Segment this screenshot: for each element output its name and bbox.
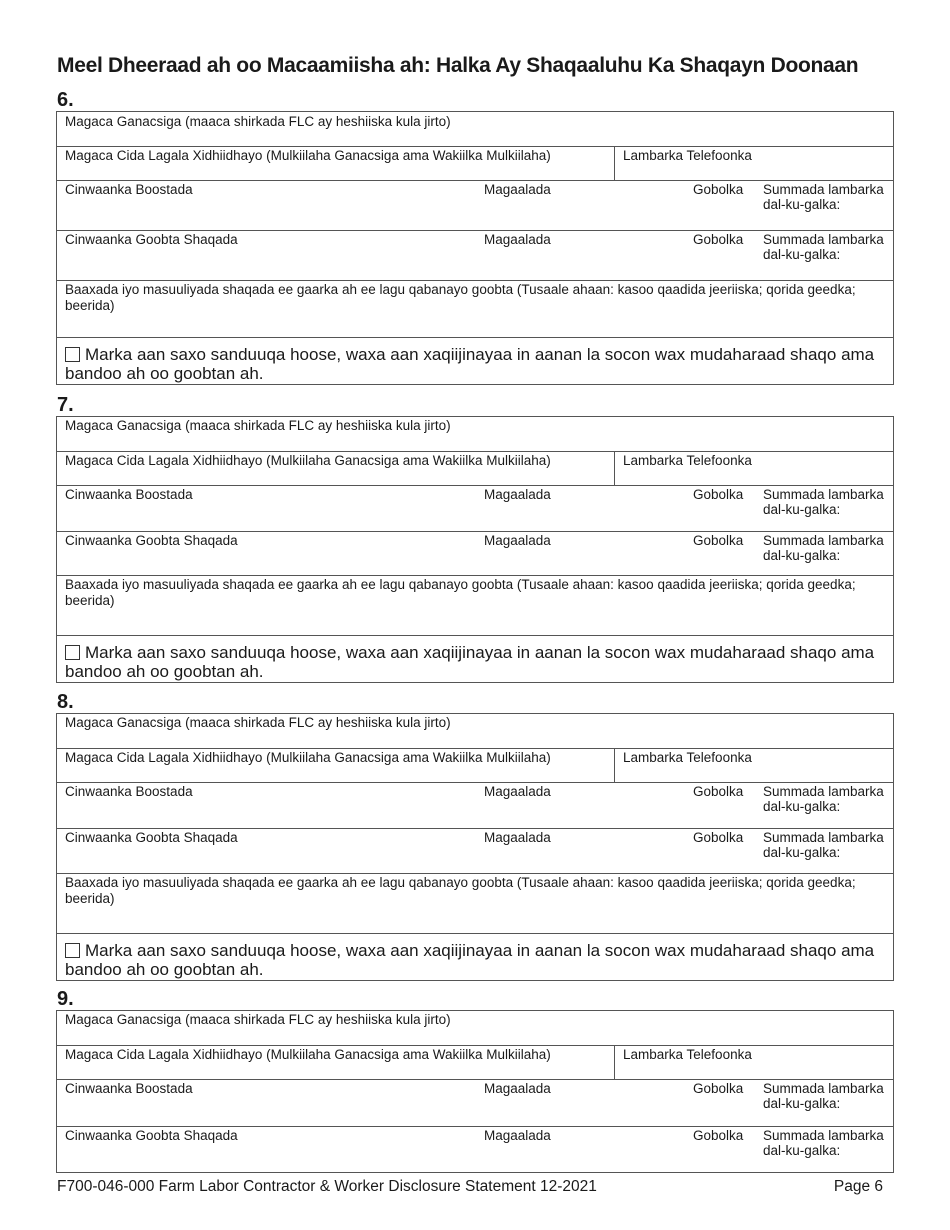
phone-field[interactable]	[615, 1046, 893, 1079]
zip-label-line1: Summada lambarka	[763, 1081, 884, 1096]
phone-label: Lambarka Telefoonka	[623, 1047, 752, 1062]
work-address-row[interactable]	[57, 231, 893, 281]
state-label: Gobolka	[693, 182, 744, 197]
zip-label-line2: dal-ku-galka:	[763, 247, 841, 262]
no-strike-checkbox[interactable]	[65, 347, 80, 362]
zip-label-line2: dal-ku-galka:	[763, 197, 841, 212]
legal-name-field[interactable]	[57, 147, 614, 180]
legal-name-field[interactable]	[57, 452, 614, 485]
section-number: 6.	[57, 89, 74, 111]
employer-name-label: Magaca Ganacsiga (maaca shirkada FLC ay heshiiska kula jirto)	[65, 114, 451, 129]
mailing-address-row[interactable]	[57, 1080, 893, 1127]
checkbox-text: Marka aan saxo sanduuqa hoose, waxa aan xaqiijinayaa in aanan la socon wax mudaharaad shaqo ama bandoo ah oo goobtan ah.	[65, 941, 875, 979]
city-label: Magaalada	[484, 487, 551, 502]
employer-name-field[interactable]	[57, 417, 893, 452]
employer-name-field[interactable]	[57, 714, 893, 749]
contact-row	[57, 147, 893, 181]
city-label: Magaalada	[484, 1128, 551, 1143]
zip-label-line1: Summada lambarka	[763, 182, 884, 197]
legal-name-field[interactable]	[57, 749, 614, 782]
employer-name-label: Magaca Ganacsiga (maaca shirkada FLC ay heshiiska kula jirto)	[65, 715, 451, 730]
zip-label-line1: Summada lambarka	[763, 1128, 884, 1143]
phone-label: Lambarka Telefoonka	[623, 750, 752, 765]
zip-label-line2: dal-ku-galka:	[763, 845, 841, 860]
mailing-address-label: Cinwaanka Boostada	[65, 784, 193, 799]
work-address-label: Cinwaanka Goobta Shaqada	[65, 1128, 238, 1143]
work-address-row[interactable]	[57, 829, 893, 874]
page-number: Page 6	[833, 1178, 883, 1195]
legal-name-label: Magaca Cida Lagala Xidhiidhayo (Mulkiilaha Ganacsiga ama Wakiilka Mulkiilaha)	[65, 148, 551, 163]
legal-name-label: Magaca Cida Lagala Xidhiidhayo (Mulkiilaha Ganacsiga ama Wakiilka Mulkiilaha)	[65, 1047, 551, 1062]
contact-row	[57, 452, 893, 486]
work-address-row[interactable]	[57, 532, 893, 576]
contact-row	[57, 749, 893, 783]
zip-label-line2: dal-ku-galka:	[763, 1096, 841, 1111]
checkbox-text: Marka aan saxo sanduuqa hoose, waxa aan xaqiijinayaa in aanan la socon wax mudaharaad shaqo ama bandoo ah oo goobtan ah.	[65, 345, 875, 383]
section-number: 7.	[57, 394, 74, 416]
form-id: F700-046-000 Farm Labor Contractor & Worker Disclosure Statement 12-2021	[57, 1178, 597, 1195]
contact-row	[57, 1046, 893, 1080]
work-address-label: Cinwaanka Goobta Shaqada	[65, 533, 238, 548]
employer-name-label: Magaca Ganacsiga (maaca shirkada FLC ay heshiiska kula jirto)	[65, 418, 451, 433]
checkbox-text: Marka aan saxo sanduuqa hoose, waxa aan xaqiijinayaa in aanan la socon wax mudaharaad shaqo ama bandoo ah oo goobtan ah.	[65, 643, 875, 681]
mailing-address-label: Cinwaanka Boostada	[65, 182, 193, 197]
legal-name-label: Magaca Cida Lagala Xidhiidhayo (Mulkiilaha Ganacsiga ama Wakiilka Mulkiilaha)	[65, 750, 551, 765]
job-duties-label: Baaxada iyo masuuliyada shaqada ee gaarka ah ee lagu qabanayo goobta (Tusaale ahaan: kasoo qaadida jeeriiska; qorida geedka; beerida)	[65, 282, 856, 313]
state-label: Gobolka	[693, 1081, 744, 1096]
city-label: Magaalada	[484, 182, 551, 197]
state-label: Gobolka	[693, 830, 744, 845]
employer-name-label: Magaca Ganacsiga (maaca shirkada FLC ay heshiiska kula jirto)	[65, 1012, 451, 1027]
zip-label-line1: Summada lambarka	[763, 830, 884, 845]
no-strike-checkbox[interactable]	[65, 943, 80, 958]
job-duties-field[interactable]	[57, 874, 893, 934]
page-title: Meel Dheeraad ah oo Macaamiisha ah: Halka Ay Shaqaaluhu Ka Shaqayn Doonaan	[57, 54, 859, 77]
employer-name-field[interactable]	[57, 1011, 893, 1046]
section-8-form	[56, 713, 894, 981]
no-strike-confirmation	[57, 338, 893, 384]
legal-name-field[interactable]	[57, 1046, 614, 1079]
work-address-label: Cinwaanka Goobta Shaqada	[65, 232, 238, 247]
zip-label-line2: dal-ku-galka:	[763, 1143, 841, 1158]
city-label: Magaalada	[484, 533, 551, 548]
city-label: Magaalada	[484, 830, 551, 845]
phone-label: Lambarka Telefoonka	[623, 453, 752, 468]
zip-label-line1: Summada lambarka	[763, 533, 884, 548]
section-number: 9.	[57, 988, 74, 1010]
section-9-form	[56, 1010, 894, 1173]
section-7-form	[56, 416, 894, 683]
phone-field[interactable]	[615, 452, 893, 485]
city-label: Magaalada	[484, 232, 551, 247]
work-address-label: Cinwaanka Goobta Shaqada	[65, 830, 238, 845]
zip-label-line2: dal-ku-galka:	[763, 548, 841, 563]
phone-field[interactable]	[615, 147, 893, 180]
zip-label-line2: dal-ku-galka:	[763, 799, 841, 814]
mailing-address-row[interactable]	[57, 181, 893, 231]
state-label: Gobolka	[693, 487, 744, 502]
state-label: Gobolka	[693, 533, 744, 548]
mailing-address-row[interactable]	[57, 486, 893, 532]
job-duties-label: Baaxada iyo masuuliyada shaqada ee gaarka ah ee lagu qabanayo goobta (Tusaale ahaan: kasoo qaadida jeeriiska; qorida geedka; beerida)	[65, 875, 856, 906]
legal-name-label: Magaca Cida Lagala Xidhiidhayo (Mulkiilaha Ganacsiga ama Wakiilka Mulkiilaha)	[65, 453, 551, 468]
section-6-form	[56, 111, 894, 385]
no-strike-confirmation	[57, 636, 893, 682]
zip-label-line1: Summada lambarka	[763, 487, 884, 502]
mailing-address-label: Cinwaanka Boostada	[65, 487, 193, 502]
job-duties-label: Baaxada iyo masuuliyada shaqada ee gaarka ah ee lagu qabanayo goobta (Tusaale ahaan: kasoo qaadida jeeriiska; qorida geedka; beerida)	[65, 577, 856, 608]
state-label: Gobolka	[693, 232, 744, 247]
city-label: Magaalada	[484, 1081, 551, 1096]
section-number: 8.	[57, 691, 74, 713]
mailing-address-label: Cinwaanka Boostada	[65, 1081, 193, 1096]
job-duties-field[interactable]	[57, 281, 893, 338]
phone-label: Lambarka Telefoonka	[623, 148, 752, 163]
no-strike-checkbox[interactable]	[65, 645, 80, 660]
job-duties-field[interactable]	[57, 576, 893, 636]
state-label: Gobolka	[693, 784, 744, 799]
phone-field[interactable]	[615, 749, 893, 782]
mailing-address-row[interactable]	[57, 783, 893, 829]
city-label: Magaalada	[484, 784, 551, 799]
no-strike-confirmation	[57, 934, 893, 980]
work-address-row[interactable]	[57, 1127, 893, 1172]
zip-label-line2: dal-ku-galka:	[763, 502, 841, 517]
zip-label-line1: Summada lambarka	[763, 784, 884, 799]
state-label: Gobolka	[693, 1128, 744, 1143]
zip-label-line1: Summada lambarka	[763, 232, 884, 247]
employer-name-field[interactable]	[57, 112, 893, 147]
